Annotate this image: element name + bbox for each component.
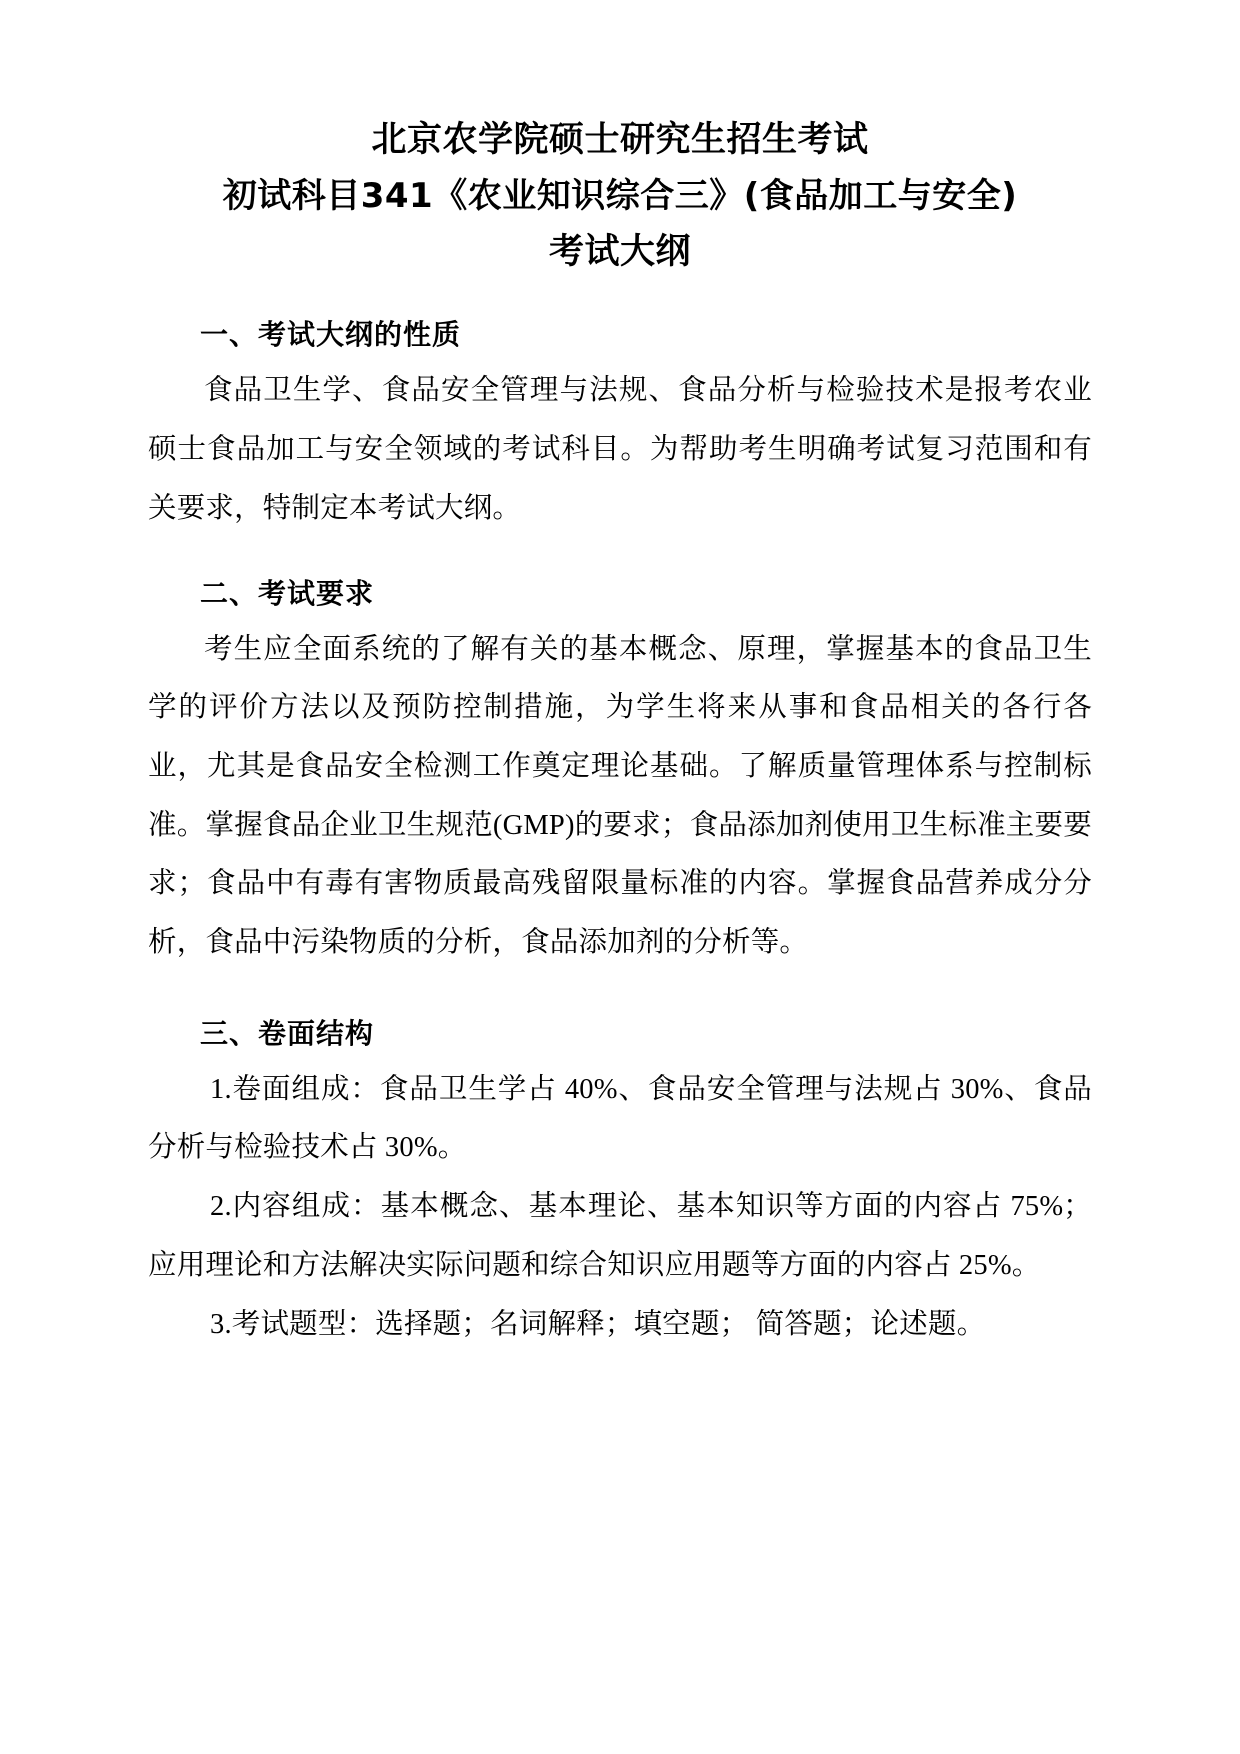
list-item: 2.内容组成：基本概念、基本理论、基本知识等方面的内容占 75%；应用理论和方法解决实际问题和综合知识应用题等方面的内容占 25%。 (148, 1191, 1092, 1281)
section-heading-3: 三、卷面结构 (200, 1016, 375, 1050)
section-1-paragraph-1: 食品卫生学、食品安全管理与法规、食品分析与检验技术是报考农业硕士食品加工与安全领域的考试科目。为帮助考生明确考试复习范围和有关要求，特制定本考试大纲。 (148, 375, 1092, 524)
section-requirements (148, 573, 1092, 973)
section-paper-structure (148, 1013, 1092, 1355)
list-item: 1.卷面组成：食品卫生学占 40%、食品安全管理与法规占 30%、食品分析与检验技术占 30%。 (148, 1073, 1092, 1164)
section-heading-2: 二、考试要求 (200, 576, 375, 610)
page-title (148, 112, 1092, 280)
title-line-3: 考试大纲 (548, 231, 691, 272)
section-nature (148, 314, 1092, 538)
title-line-1: 北京农学院硕士研究生招生考试 (371, 120, 869, 160)
title-line-2: 初试科目341《农业知识综合三》(食品加工与安全) (222, 175, 1018, 216)
section-heading-1: 一、考试大纲的性质 (200, 318, 462, 352)
section-2-paragraph-1: 考生应全面系统的了解有关的基本概念、原理，掌握基本的食品卫生学的评价方法以及预防控制措施，为学生将来从事和食品相关的各行各业，尤其是食品安全检测工作奠定理论基础。了解质量管理体系与控制标准。掌握食品企业卫生规范(GMP)的要求；食品添加剂使用卫生标准主要要求；食品中有毒有害物质最高残留限量标准的内容。掌握食品营养成分分析，食品中污染物质的分析，食品添加剂的分析等。 (148, 633, 1092, 959)
list-item: 3.考试题型：选择题；名词解释；填空题； 简答题；论述题。 (210, 1308, 986, 1340)
paper-structure-list (148, 1061, 1092, 1355)
